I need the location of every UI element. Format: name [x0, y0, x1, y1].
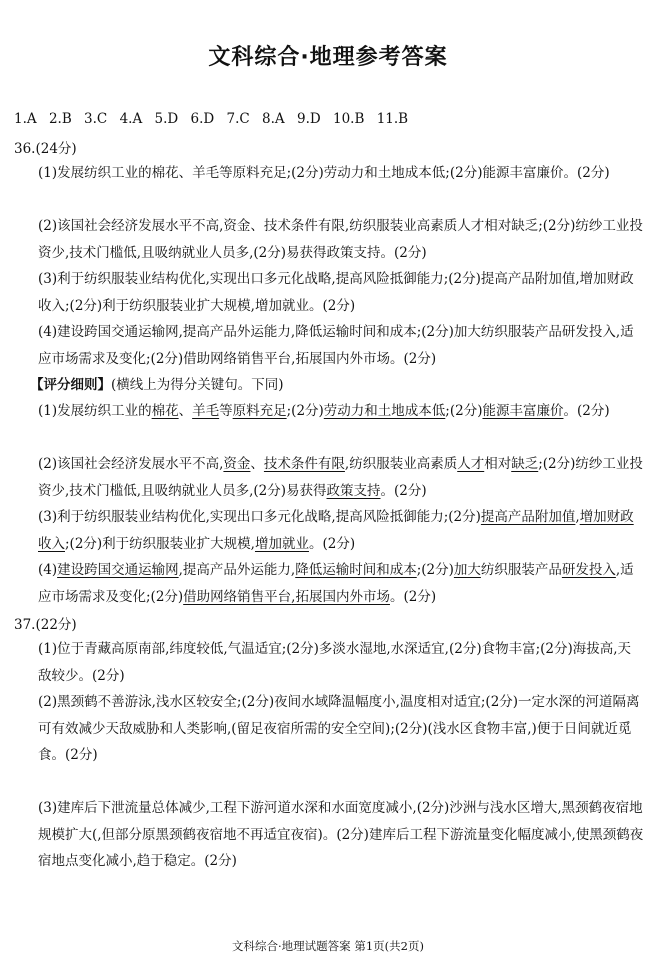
key-phrase: 降低运输时间和成本 [295, 562, 417, 578]
key-phrase: ,拓展国内外市场 [291, 588, 390, 605]
rubric-text: 等 [219, 403, 233, 419]
key-phrase: 借助网络销售平台 [183, 588, 292, 605]
rubric-text: ,提高产品外运能力, [178, 562, 296, 578]
rubric-text: (1)发展纺织工业的 [38, 403, 152, 419]
q37-answer-2: (2)黑颈鹤不善游泳,浅水区较安全;(2分)夜间水域降温幅度小,温度相对适宜;(2分)一定水深的河道隔离可有效减少天敌威胁和人类影响,(留足夜宿所需的安全空间);(2分)(浅水区食物丰富,)便于日间就近觅食。(2分) [38, 694, 640, 763]
choice-answer: 3.C [84, 111, 108, 127]
rubric-text: 、 [178, 403, 193, 419]
choice-answer: 10.B [333, 111, 365, 127]
rubric-text: ;(2分) [416, 562, 454, 578]
rubric-text: 。(2分) [563, 403, 610, 419]
rubric-text: (3)利于纺织服装业结构优化,实现出口多元化战略,提高风险抵御能力;(2分) [38, 509, 481, 525]
rubric-note: (横线上为得分关键句。下同) [111, 377, 284, 393]
choice-answer: 9.D [296, 111, 321, 127]
rubric-label: 【评分细则】 [30, 377, 111, 393]
question-37-header: 37.(22分) [14, 617, 77, 633]
q37-answer-3: (3)建库后下泄流量总体减少,工程下游河道水深和水面宽度减小,(2分)沙洲与浅水区增大,黑颈鹤夜宿地规模扩大(,但部分原黑颈鹤夜宿地不再适宜夜宿)。(2分)建库后工程下游流量变化幅度减小,使黑颈鹤夜宿地点变化减小,趋于稳定。(2分) [38, 800, 644, 869]
choice-answer: 11.B [376, 111, 409, 127]
key-phrase: 技术条件有限 [263, 456, 345, 472]
rubric-answer-3 [38, 504, 644, 557]
key-phrase: 研发投入 [561, 562, 616, 578]
rubric-text: ;(2分) [445, 403, 483, 419]
rubric-text: ;(2分)利于纺织服装业扩大规模, [65, 535, 255, 552]
q36-answer-2: (2)该国社会经济发展水平不高,资金、技术条件有限,纺织服装业高素质人才相对缺乏;(2分)纺纱工业投资少,技术门槛低,且吸纳就业人员多,(2分)易获得政策支持。(2分) [38, 218, 643, 261]
choice-answer: 2.B [48, 111, 72, 127]
choice-answer: 8.A [262, 111, 285, 127]
key-phrase: 资金 [223, 456, 251, 472]
rubric-text: 、 [250, 456, 264, 472]
key-phrase: 政策支持 [326, 482, 381, 499]
page-title: 文科综合·地理参考答案 [208, 45, 448, 70]
rubric-text: ,适应市场需求及变化;(2分) [38, 562, 634, 605]
rubric-text: ,纺织服装业高素质 [344, 456, 458, 472]
key-phrase: 增加财政收入 [38, 509, 634, 552]
rubric-text: 相对 [484, 456, 512, 472]
key-phrase: 羊毛 [192, 403, 220, 419]
rubric-text: ;(2分) [286, 403, 324, 419]
choice-answer: 7.C [226, 111, 250, 127]
rubric-text: , [575, 509, 580, 525]
rubric-text: 。(2分) [389, 588, 437, 605]
key-phrase: 人才 [457, 456, 485, 472]
choice-answer: 5.D [154, 111, 179, 127]
key-phrase: 劳动力和土地成本低 [323, 403, 446, 419]
rubric-text: (2)该国社会经济发展水平不高, [38, 456, 224, 472]
rubric-answer-4 [38, 557, 644, 610]
choice-answer: 1.A [14, 111, 37, 127]
key-phrase: 增加就业 [254, 535, 309, 552]
q36-answer-1: (1)发展纺织工业的棉花、羊毛等原料充足;(2分)劳动力和土地成本低;(2分)能源丰富廉价。(2分) [38, 165, 610, 181]
key-phrase: 加大 [453, 562, 481, 578]
key-phrase: 提高产品附加值 [480, 509, 576, 525]
scoring-rubric-header [30, 372, 636, 399]
page-footer: 文科综合·地理试题答案 第1页(共2页) [232, 939, 424, 953]
key-phrase: 原料充足 [232, 403, 287, 419]
rubric-text: 纺织服装产品 [480, 562, 562, 578]
rubric-text: (4) [38, 562, 58, 578]
rubric-answer-1 [38, 398, 644, 425]
key-phrase: 棉花 [151, 403, 179, 419]
q37-answer-1: (1)位于青藏高原南部,纬度较低,气温适宜;(2分)多淡水湿地,水深适宜,(2分)食物丰富;(2分)海拔高,天敌较少。(2分) [38, 641, 632, 684]
question-36-header: 36.(24分) [14, 141, 77, 157]
rubric-text: 。(2分) [380, 482, 427, 499]
q36-answer-4: (4)建设跨国交通运输网,提高产品外运能力,降低运输时间和成本;(2分)加大纺织服装产品研发投入,适应市场需求及变化;(2分)借助网络销售平台,拓展国内外市场。(2分) [38, 324, 634, 367]
key-phrase: 建设跨国交通运输网 [57, 562, 179, 578]
q36-answer-3: (3)利于纺织服装业结构优化,实现出口多元化战略,提高风险抵御能力;(2分)提高产品附加值,增加财政收入;(2分)利于纺织服装业扩大规模,增加就业。(2分) [38, 271, 634, 314]
rubric-answer-2 [38, 451, 644, 504]
multiple-choice-answers [14, 111, 416, 127]
key-phrase: 能源丰富廉价 [482, 403, 564, 419]
choice-answer: 4.A [119, 111, 143, 127]
rubric-text: ;(2分)纺纱工业投资少,技术门槛低,且吸纳就业人员多,(2分)易获得 [38, 456, 643, 499]
rubric-text: 。(2分) [308, 535, 356, 552]
key-phrase: 缺乏 [511, 456, 539, 472]
choice-answer: 6.D [190, 111, 215, 127]
